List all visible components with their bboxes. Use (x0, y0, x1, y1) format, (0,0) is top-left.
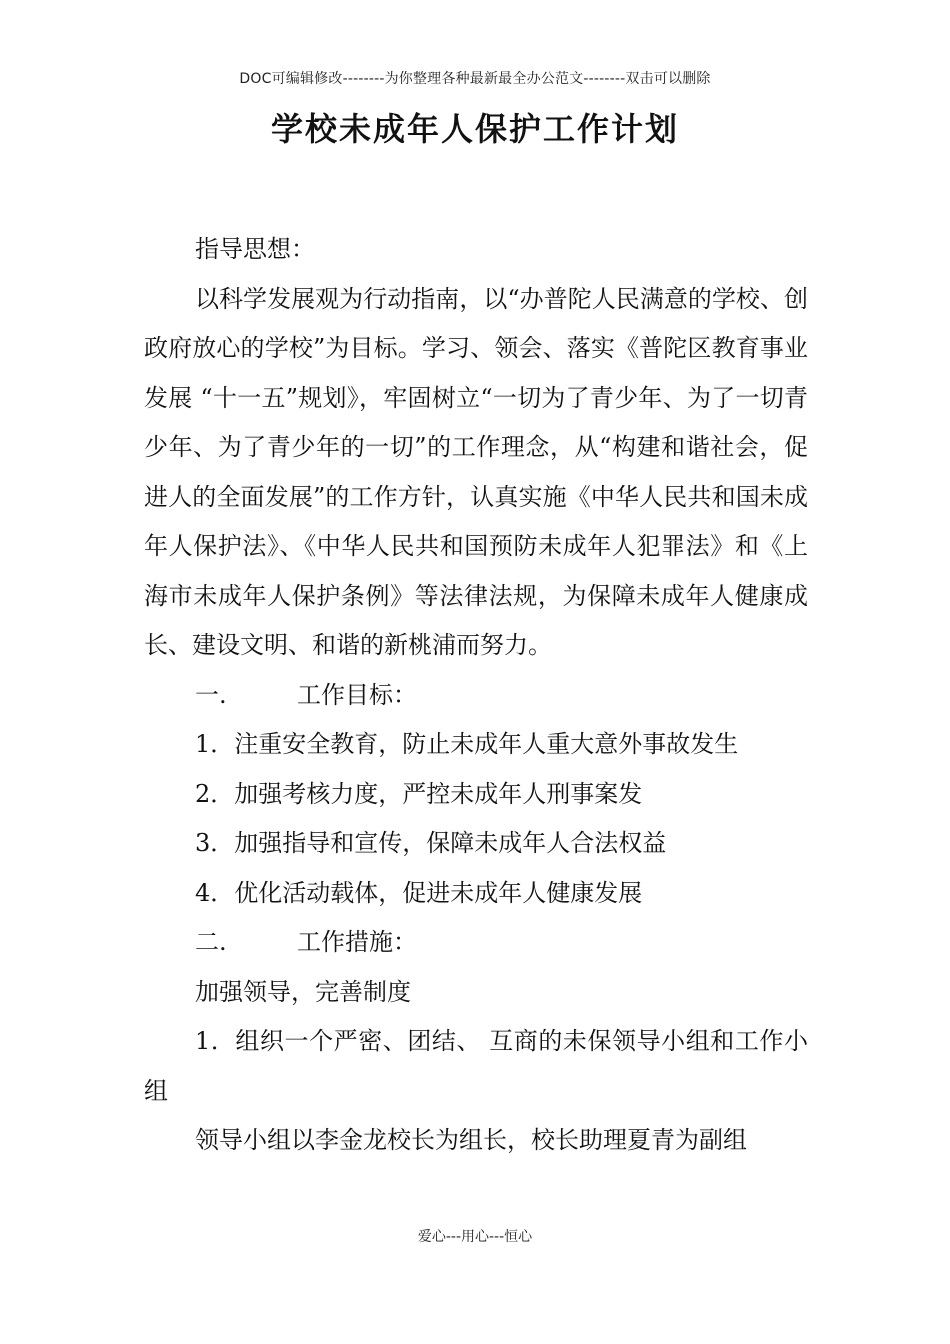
goal-item: 2．加强考核力度，严控未成年人刑事案发 (195, 779, 643, 808)
document-body (144, 225, 808, 1166)
section-heading-goals (144, 671, 808, 721)
guiding-thought-paragraph: 以科学发展观为行动指南，以“办普陀人民满意的学校、创政府放心的学校”为目标。学习、领会、落实《普陀区教育事业发展 “十一五”规划》，牢固树立“一切为了青少年、为了一切青少年、为了青少年的一切”的工作理念，从“构建和谐社会，促进人的全面发展”的工作方针，认真实施《中华人民共和国未成年人保护法》、《中华人民共和国预防未成年人犯罪法》和《上海市未成年人保护条例》等法律法规，为保障未成年人健康成长、建设文明、和谐的新桃浦而努力。 (144, 284, 808, 659)
leader-paragraph: 领导小组以李金龙校长为组长，校长助理夏青为副组 (195, 1126, 747, 1154)
section-label: 工作措施： (297, 928, 417, 956)
document-title: 学校未成年人保护工作计划 (270, 110, 679, 148)
guiding-thought-label: 指导思想： (195, 235, 315, 263)
goal-item: 4．优化活动载体，促进未成年人健康发展 (195, 878, 643, 907)
goal-item: 3．加强指导和宣传，保障未成年人合法权益 (195, 829, 667, 857)
section-number: 一. (195, 680, 227, 709)
measure-item: 1．组织一个严密、团结、 互商的未保领导小组和工作小组 (144, 1027, 808, 1105)
page-footer: 爱心---用心---恒心 (417, 1229, 533, 1245)
measure-heading: 加强领导，完善制度 (195, 977, 411, 1006)
page-header: DOC可编辑修改--------为你整理各种最新最全办公范文--------双击可以删除 (239, 71, 711, 87)
section-number: 二. (195, 928, 227, 956)
section-label: 工作目标： (297, 680, 417, 709)
goal-item: 1．注重安全教育，防止未成年人重大意外事故发生 (195, 730, 739, 758)
section-heading-measures (144, 918, 808, 968)
